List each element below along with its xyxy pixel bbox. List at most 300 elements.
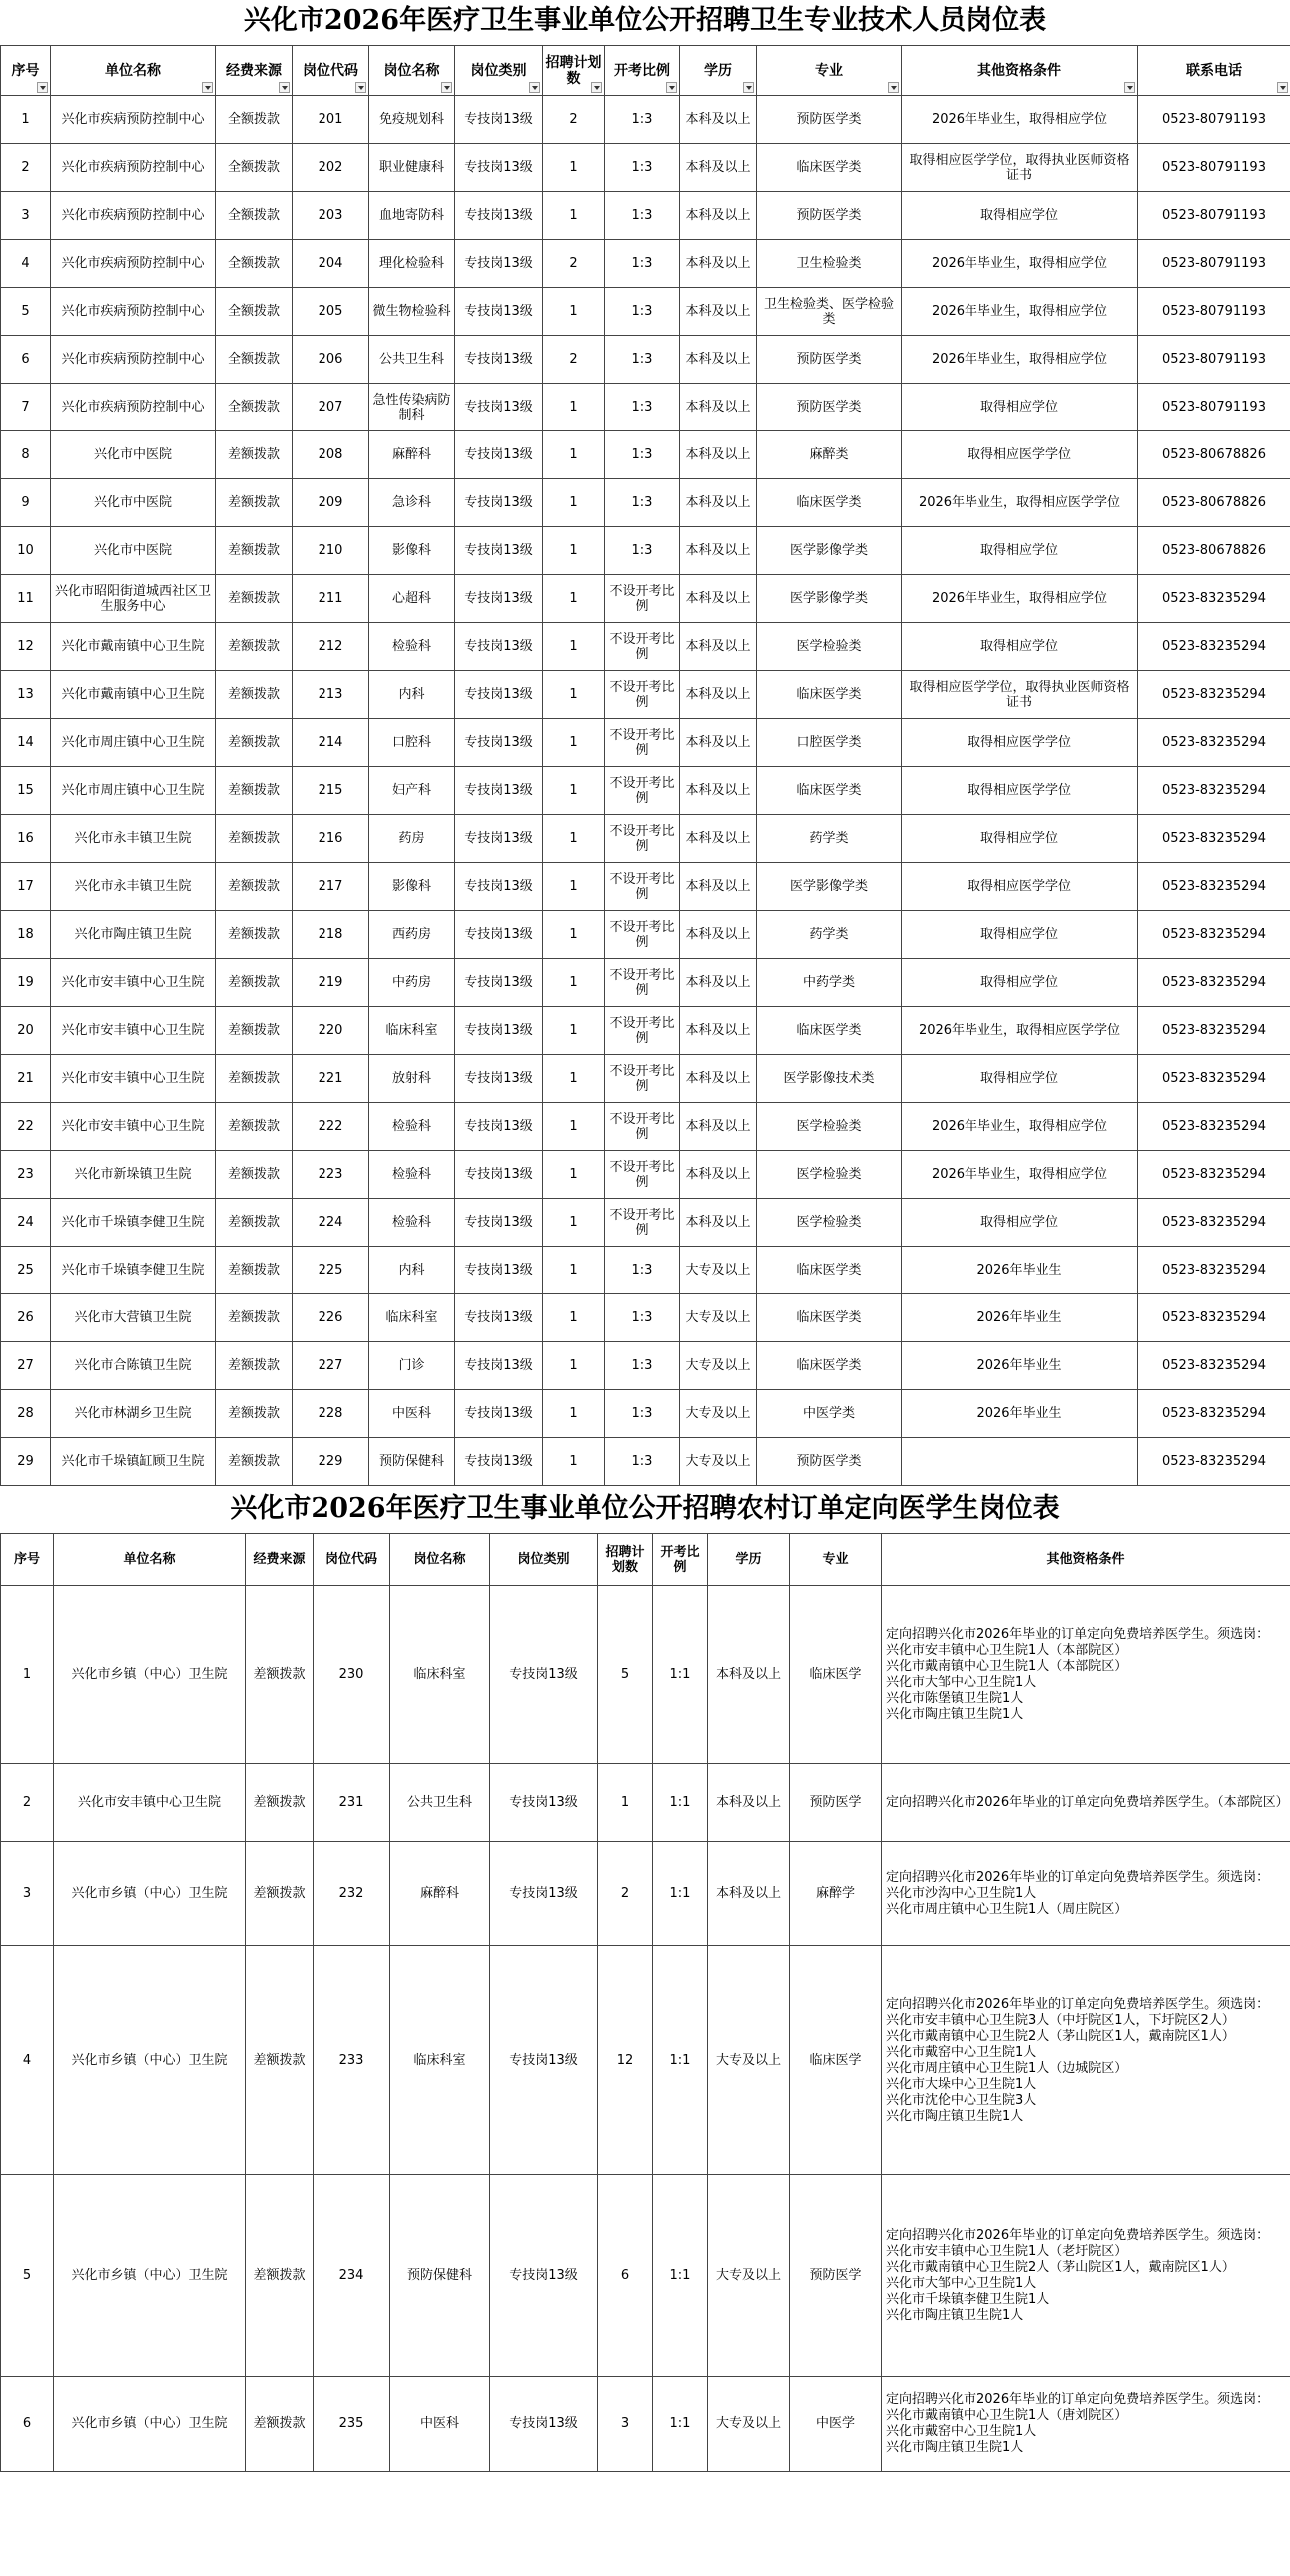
table1-cell: 本科及以上 xyxy=(680,1103,757,1151)
table1-cell: 临床医学类 xyxy=(757,767,902,815)
table1-cell: 207 xyxy=(293,384,369,431)
table2-cell: 234 xyxy=(314,2175,390,2377)
table1-cell: 本科及以上 xyxy=(680,384,757,431)
table1-row xyxy=(1,288,1290,336)
table1-row xyxy=(1,1390,1290,1438)
table1-cell: 不设开考比例 xyxy=(605,767,680,815)
table1-cell: 麻醉类 xyxy=(757,431,902,479)
table1-cell: 兴化市安丰镇中心卫生院 xyxy=(51,1055,216,1103)
filter-dropdown-icon[interactable] xyxy=(37,82,48,93)
table1-cell: 3 xyxy=(1,192,51,240)
table1-title: 兴化市2026年医疗卫生事业单位公开招聘卫生专业技术人员岗位表 xyxy=(243,5,1047,36)
table1-cell: 药学类 xyxy=(757,815,902,863)
table2-cell: 麻醉科 xyxy=(390,1842,490,1946)
table2-cell: 差额拨款 xyxy=(246,1764,314,1842)
table1-cell: 14 xyxy=(1,719,51,767)
table1-header-cell xyxy=(543,46,605,96)
table1-row xyxy=(1,767,1290,815)
table2-cell: 临床科室 xyxy=(390,1586,490,1764)
table1-cell: 医学检验类 xyxy=(757,623,902,671)
table1-row xyxy=(1,959,1290,1007)
table1-cell: 不设开考比例 xyxy=(605,959,680,1007)
table1-cell: 医学影像学类 xyxy=(757,527,902,575)
table2-cell: 大专及以上 xyxy=(708,1946,790,2175)
table1-header-cell xyxy=(293,46,369,96)
table1-cell: 1 xyxy=(543,1055,605,1103)
filter-dropdown-icon[interactable] xyxy=(666,82,677,93)
table1-cell: 204 xyxy=(293,240,369,288)
table2-cell: 差额拨款 xyxy=(246,1842,314,1946)
filter-dropdown-icon[interactable] xyxy=(355,82,366,93)
table1-cell: 6 xyxy=(1,336,51,384)
table1-cell: 医学检验类 xyxy=(757,1151,902,1199)
table2-conditions-cell: 定向招聘兴化市2026年毕业的订单定向免费培养医学生。须选岗： 兴化市戴南镇中心卫生院1人（唐刘院区） 兴化市戴窑中心卫生院1人 兴化市陶庄镇卫生院1人 xyxy=(882,2377,1290,2472)
table1-cell: 210 xyxy=(293,527,369,575)
table1-cell: 妇产科 xyxy=(369,767,455,815)
table2-cell: 4 xyxy=(1,1946,54,2175)
table1-cell: 1 xyxy=(543,767,605,815)
table1-cell: 影像科 xyxy=(369,527,455,575)
table1-cell xyxy=(902,1438,1138,1486)
table1-cell: 0523-83235294 xyxy=(1138,1151,1290,1199)
table1-row xyxy=(1,1055,1290,1103)
table1-cell: 专技岗13级 xyxy=(455,671,543,719)
filter-dropdown-icon[interactable] xyxy=(743,82,754,93)
table2-cell: 1:1 xyxy=(653,1842,708,1946)
table1-cell: 22 xyxy=(1,1103,51,1151)
table2-header-cell: 其他资格条件 xyxy=(882,1534,1290,1586)
table1-cell: 0523-80678826 xyxy=(1138,527,1290,575)
table1-cell: 209 xyxy=(293,479,369,527)
table1-cell: 本科及以上 xyxy=(680,240,757,288)
filter-dropdown-icon[interactable] xyxy=(1124,82,1135,93)
table1-cell: 2026年毕业生 xyxy=(902,1342,1138,1390)
table2-cell: 专技岗13级 xyxy=(490,1842,598,1946)
table1-cell: 0523-83235294 xyxy=(1138,1294,1290,1342)
table1-cell: 兴化市疾病预防控制中心 xyxy=(51,192,216,240)
table1-cell: 本科及以上 xyxy=(680,671,757,719)
table2-cell: 兴化市乡镇（中心）卫生院 xyxy=(54,1586,246,1764)
table1-row xyxy=(1,575,1290,623)
table1-cell: 2 xyxy=(543,240,605,288)
filter-dropdown-icon[interactable] xyxy=(888,82,899,93)
table2-cell: 兴化市安丰镇中心卫生院 xyxy=(54,1764,246,1842)
table1-cell: 差额拨款 xyxy=(216,1247,293,1294)
table1-cell: 0523-83235294 xyxy=(1138,911,1290,959)
table1-cell: 0523-83235294 xyxy=(1138,671,1290,719)
table1-cell: 1 xyxy=(543,911,605,959)
table1-cell: 19 xyxy=(1,959,51,1007)
filter-dropdown-icon[interactable] xyxy=(441,82,452,93)
table1-cell: 24 xyxy=(1,1199,51,1247)
table1-row xyxy=(1,144,1290,192)
table1-cell: 兴化市中医院 xyxy=(51,431,216,479)
table2-header-cell: 岗位类别 xyxy=(490,1534,598,1586)
table1-cell: 222 xyxy=(293,1103,369,1151)
table1-cell: 16 xyxy=(1,815,51,863)
table1-cell: 2026年毕业生，取得相应学位 xyxy=(902,575,1138,623)
table2-cell: 兴化市乡镇（中心）卫生院 xyxy=(54,2175,246,2377)
table2-header-cell: 岗位代码 xyxy=(314,1534,390,1586)
table1-cell: 本科及以上 xyxy=(680,911,757,959)
table1-header-cell xyxy=(455,46,543,96)
table1-cell: 全额拨款 xyxy=(216,288,293,336)
table1-cell: 差额拨款 xyxy=(216,479,293,527)
table1-cell: 兴化市永丰镇卫生院 xyxy=(51,815,216,863)
table1-cell: 不设开考比例 xyxy=(605,815,680,863)
table1-cell: 内科 xyxy=(369,1247,455,1294)
table1-cell: 9 xyxy=(1,479,51,527)
table2-cell: 麻醉学 xyxy=(790,1842,882,1946)
table1-cell: 差额拨款 xyxy=(216,719,293,767)
table1-cell: 2026年毕业生，取得相应学位 xyxy=(902,96,1138,144)
table1-cell: 8 xyxy=(1,431,51,479)
table1-cell: 差额拨款 xyxy=(216,575,293,623)
table1-cell: 专技岗13级 xyxy=(455,1007,543,1055)
table1-cell: 1:3 xyxy=(605,1390,680,1438)
table2-cell: 预防医学 xyxy=(790,2175,882,2377)
table1-row xyxy=(1,240,1290,288)
table2-cell: 专技岗13级 xyxy=(490,1586,598,1764)
table1-cell: 兴化市疾病预防控制中心 xyxy=(51,144,216,192)
table1-cell: 1 xyxy=(543,1438,605,1486)
table1-row xyxy=(1,1247,1290,1294)
table1-cell: 检验科 xyxy=(369,1151,455,1199)
table2-body xyxy=(1,1586,1290,2472)
table1-cell: 兴化市大营镇卫生院 xyxy=(51,1294,216,1342)
table1-row xyxy=(1,431,1290,479)
table1-cell: 临床科室 xyxy=(369,1294,455,1342)
table1-cell: 专技岗13级 xyxy=(455,1294,543,1342)
table1-header-cell xyxy=(216,46,293,96)
table1-cell: 兴化市疾病预防控制中心 xyxy=(51,240,216,288)
table1-cell: 本科及以上 xyxy=(680,336,757,384)
table1-cell: 1 xyxy=(543,1199,605,1247)
table1-row xyxy=(1,384,1290,431)
table1-cell: 11 xyxy=(1,575,51,623)
table1-cell: 2026年毕业生，取得相应学位 xyxy=(902,240,1138,288)
table2-conditions-cell: 定向招聘兴化市2026年毕业的订单定向免费培养医学生。须选岗： 兴化市安丰镇中心卫生院1人（本部院区） 兴化市戴南镇中心卫生院1人（本部院区） 兴化市大邹中心卫生院1人 兴化市陈堡镇卫生院1人 兴化市陶庄镇卫生院1人 xyxy=(882,1586,1290,1764)
table2-cell: 1:1 xyxy=(653,2175,708,2377)
table1-cell: 兴化市合陈镇卫生院 xyxy=(51,1342,216,1390)
table1-cell: 1:3 xyxy=(605,192,680,240)
table1-cell: 取得相应学位 xyxy=(902,911,1138,959)
table2-cell: 235 xyxy=(314,2377,390,2472)
table1-cell: 220 xyxy=(293,1007,369,1055)
table1-header-row xyxy=(1,46,1290,96)
table1-cell: 本科及以上 xyxy=(680,479,757,527)
filter-dropdown-icon[interactable] xyxy=(1277,82,1288,93)
table1-cell: 取得相应医学学位，取得执业医师资格证书 xyxy=(902,671,1138,719)
table1-cell: 不设开考比例 xyxy=(605,719,680,767)
table1-cell: 本科及以上 xyxy=(680,431,757,479)
table1-cell: 兴化市疾病预防控制中心 xyxy=(51,336,216,384)
table1-cell: 兴化市周庄镇中心卫生院 xyxy=(51,767,216,815)
table1-header-label: 岗位代码 xyxy=(303,62,358,79)
table1-cell: 大专及以上 xyxy=(680,1390,757,1438)
table1-cell: 不设开考比例 xyxy=(605,1055,680,1103)
table1-cell: 18 xyxy=(1,911,51,959)
table1-cell: 27 xyxy=(1,1342,51,1390)
table1-cell: 本科及以上 xyxy=(680,1007,757,1055)
table1-cell: 本科及以上 xyxy=(680,719,757,767)
table2-cell: 兴化市乡镇（中心）卫生院 xyxy=(54,1946,246,2175)
table1-cell: 专技岗13级 xyxy=(455,911,543,959)
table1-row xyxy=(1,1007,1290,1055)
table1-cell: 临床科室 xyxy=(369,1007,455,1055)
table1-row xyxy=(1,1342,1290,1390)
table1-cell: 心超科 xyxy=(369,575,455,623)
table1-cell: 本科及以上 xyxy=(680,192,757,240)
table2-cell: 预防医学 xyxy=(790,1764,882,1842)
table1-cell: 检验科 xyxy=(369,1103,455,1151)
table1-cell: 职业健康科 xyxy=(369,144,455,192)
table1-cell: 临床医学类 xyxy=(757,144,902,192)
table1-header-label: 学历 xyxy=(704,62,732,79)
table1-cell: 差额拨款 xyxy=(216,431,293,479)
table1-cell: 1 xyxy=(543,192,605,240)
table1-cell: 本科及以上 xyxy=(680,1055,757,1103)
table1-cell: 不设开考比例 xyxy=(605,1151,680,1199)
table1-row xyxy=(1,1151,1290,1199)
table2-cell: 临床科室 xyxy=(390,1946,490,2175)
filter-dropdown-icon[interactable] xyxy=(591,82,602,93)
table1-cell: 专技岗13级 xyxy=(455,527,543,575)
table1-cell: 兴化市千垛镇李健卫生院 xyxy=(51,1199,216,1247)
table2-cell: 临床医学 xyxy=(790,1586,882,1764)
table1-cell: 临床医学类 xyxy=(757,1007,902,1055)
table1-cell: 219 xyxy=(293,959,369,1007)
table2-row xyxy=(1,1586,1290,1764)
table1-cell: 专技岗13级 xyxy=(455,719,543,767)
table2-cell: 中医学 xyxy=(790,2377,882,2472)
filter-dropdown-icon[interactable] xyxy=(529,82,540,93)
table1-row xyxy=(1,1103,1290,1151)
table1-cell: 1 xyxy=(543,1007,605,1055)
table1-header-cell xyxy=(902,46,1138,96)
table1-cell: 取得相应学位 xyxy=(902,1199,1138,1247)
table1-cell: 放射科 xyxy=(369,1055,455,1103)
table1-cell: 麻醉科 xyxy=(369,431,455,479)
table1-cell: 不设开考比例 xyxy=(605,671,680,719)
table1-cell: 兴化市陶庄镇卫生院 xyxy=(51,911,216,959)
table1-header-cell xyxy=(605,46,680,96)
table1-cell: 221 xyxy=(293,1055,369,1103)
table2-row xyxy=(1,1842,1290,1946)
table1-cell: 224 xyxy=(293,1199,369,1247)
table1-cell: 1 xyxy=(543,575,605,623)
table1-row xyxy=(1,479,1290,527)
table1-header-cell xyxy=(680,46,757,96)
table2-cell: 6 xyxy=(1,2377,54,2472)
table1-cell: 10 xyxy=(1,527,51,575)
table1-cell: 1:3 xyxy=(605,288,680,336)
table2-cell: 本科及以上 xyxy=(708,1842,790,1946)
table1-cell: 差额拨款 xyxy=(216,959,293,1007)
table1-cell: 29 xyxy=(1,1438,51,1486)
table1-cell: 临床医学类 xyxy=(757,671,902,719)
table1-row xyxy=(1,815,1290,863)
table1-row xyxy=(1,1438,1290,1486)
table1-cell: 兴化市中医院 xyxy=(51,479,216,527)
table1-cell: 2026年毕业生 xyxy=(902,1294,1138,1342)
table1-cell: 大专及以上 xyxy=(680,1342,757,1390)
table1-cell: 0523-83235294 xyxy=(1138,575,1290,623)
table1-cell: 不设开考比例 xyxy=(605,1103,680,1151)
table1-cell: 专技岗13级 xyxy=(455,431,543,479)
table1-cell: 0523-80678826 xyxy=(1138,431,1290,479)
table1-cell: 兴化市林湖乡卫生院 xyxy=(51,1390,216,1438)
table1-cell: 213 xyxy=(293,671,369,719)
table1-cell: 0523-83235294 xyxy=(1138,1390,1290,1438)
table1-header-label: 招聘计划数 xyxy=(545,54,602,87)
table1-cell: 0523-80791193 xyxy=(1138,288,1290,336)
table1-header-label: 岗位类别 xyxy=(470,62,527,79)
table1-header-cell xyxy=(1138,46,1290,96)
table2-cell: 差额拨款 xyxy=(246,2377,314,2472)
table1-cell: 差额拨款 xyxy=(216,1199,293,1247)
table1-cell: 1:3 xyxy=(605,1342,680,1390)
table1-cell: 专技岗13级 xyxy=(455,767,543,815)
table1-cell: 药房 xyxy=(369,815,455,863)
table1-cell: 全额拨款 xyxy=(216,96,293,144)
table2-cell: 专技岗13级 xyxy=(490,1764,598,1842)
table1-cell: 217 xyxy=(293,863,369,911)
table1-cell: 1:3 xyxy=(605,96,680,144)
table1-cell: 不设开考比例 xyxy=(605,623,680,671)
table2-cell: 230 xyxy=(314,1586,390,1764)
table1-cell: 本科及以上 xyxy=(680,1199,757,1247)
table1-cell: 1 xyxy=(543,959,605,1007)
table1-cell: 兴化市周庄镇中心卫生院 xyxy=(51,719,216,767)
table1-cell: 本科及以上 xyxy=(680,623,757,671)
table2-header-cell: 单位名称 xyxy=(54,1534,246,1586)
table2-header-cell: 经费来源 xyxy=(246,1534,314,1586)
filter-dropdown-icon[interactable] xyxy=(202,82,213,93)
table1-cell: 1 xyxy=(543,1390,605,1438)
table2-header-cell: 学历 xyxy=(708,1534,790,1586)
table1-cell: 差额拨款 xyxy=(216,1438,293,1486)
table1-cell: 1:3 xyxy=(605,336,680,384)
table2-cell: 差额拨款 xyxy=(246,2175,314,2377)
table1-cell: 中药学类 xyxy=(757,959,902,1007)
table1-cell: 专技岗13级 xyxy=(455,144,543,192)
table1-cell: 取得相应学位 xyxy=(902,527,1138,575)
table1-cell: 取得相应学位 xyxy=(902,959,1138,1007)
table2-header-row xyxy=(1,1534,1290,1586)
table2-cell: 临床医学 xyxy=(790,1946,882,2175)
table1-cell: 取得相应学位 xyxy=(902,815,1138,863)
table1-cell: 急性传染病防制科 xyxy=(369,384,455,431)
table1-cell: 1 xyxy=(543,1103,605,1151)
table2-header-cell: 开考比例 xyxy=(653,1534,708,1586)
table1-cell: 兴化市中医院 xyxy=(51,527,216,575)
table1-cell: 12 xyxy=(1,623,51,671)
table1-cell: 不设开考比例 xyxy=(605,1007,680,1055)
table1-cell: 卫生检验类、医学检验类 xyxy=(757,288,902,336)
table2-cell: 233 xyxy=(314,1946,390,2175)
table1-cell: 专技岗13级 xyxy=(455,815,543,863)
table2-cell: 5 xyxy=(598,1586,653,1764)
table1-cell: 0523-80791193 xyxy=(1138,384,1290,431)
table1-cell: 卫生检验类 xyxy=(757,240,902,288)
table1-cell: 203 xyxy=(293,192,369,240)
table1-cell: 0523-83235294 xyxy=(1138,959,1290,1007)
table1-cell: 1 xyxy=(1,96,51,144)
table1-header-label: 经费来源 xyxy=(226,62,282,79)
table1-row xyxy=(1,527,1290,575)
table2-cell: 231 xyxy=(314,1764,390,1842)
table1-cell: 专技岗13级 xyxy=(455,1055,543,1103)
table2-cell: 12 xyxy=(598,1946,653,2175)
table1-cell: 医学影像技术类 xyxy=(757,1055,902,1103)
table1-row xyxy=(1,671,1290,719)
table2-row xyxy=(1,1946,1290,2175)
table1-cell: 预防医学类 xyxy=(757,96,902,144)
table1-cell: 血地寄防科 xyxy=(369,192,455,240)
table2-header-cell: 序号 xyxy=(1,1534,54,1586)
table1-cell: 口腔科 xyxy=(369,719,455,767)
table1-cell: 本科及以上 xyxy=(680,144,757,192)
table1-cell: 中药房 xyxy=(369,959,455,1007)
table1-cell: 影像科 xyxy=(369,863,455,911)
table2-cell: 2 xyxy=(1,1764,54,1842)
table2-conditions-cell: 定向招聘兴化市2026年毕业的订单定向免费培养医学生。须选岗： 兴化市安丰镇中心卫生院3人（中圩院区1人，下圩院区2人） 兴化市戴南镇中心卫生院2人（茅山院区1人，戴南院区1人） 兴化市戴窑中心卫生院1人 兴化市周庄镇中心卫生院1人（边城院区） 兴化市大垛中心卫生院1人 兴化市沈伦中心卫生院3人 兴化市陶庄镇卫生院1人 xyxy=(882,1946,1290,2175)
table1-cell: 1 xyxy=(543,1342,605,1390)
table1-cell: 全额拨款 xyxy=(216,384,293,431)
table1-cell: 0523-80791193 xyxy=(1138,96,1290,144)
table1-cell: 专技岗13级 xyxy=(455,479,543,527)
table1-cell: 微生物检验科 xyxy=(369,288,455,336)
table1-cell: 不设开考比例 xyxy=(605,911,680,959)
table2-cell: 本科及以上 xyxy=(708,1764,790,1842)
table1-cell: 0523-83235294 xyxy=(1138,1438,1290,1486)
table1-cell: 2026年毕业生 xyxy=(902,1390,1138,1438)
table1-cell: 5 xyxy=(1,288,51,336)
table1-cell: 专技岗13级 xyxy=(455,1103,543,1151)
table1-cell: 急诊科 xyxy=(369,479,455,527)
table1-cell: 预防医学类 xyxy=(757,1438,902,1486)
table1-cell: 0523-83235294 xyxy=(1138,1199,1290,1247)
table1-cell: 228 xyxy=(293,1390,369,1438)
table1-cell: 1 xyxy=(543,1247,605,1294)
table1-cell: 大专及以上 xyxy=(680,1247,757,1294)
table1-cell: 门诊 xyxy=(369,1342,455,1390)
table1-header-label: 联系电话 xyxy=(1186,62,1242,79)
table1-cell: 1 xyxy=(543,863,605,911)
table1 xyxy=(0,45,1290,1486)
table1-cell: 兴化市安丰镇中心卫生院 xyxy=(51,1007,216,1055)
table1-cell: 1:3 xyxy=(605,240,680,288)
table2-cell: 大专及以上 xyxy=(708,2175,790,2377)
table1-cell: 兴化市永丰镇卫生院 xyxy=(51,863,216,911)
table1-cell: 取得相应学位 xyxy=(902,384,1138,431)
filter-dropdown-icon[interactable] xyxy=(279,82,290,93)
table1-cell: 0523-80791193 xyxy=(1138,336,1290,384)
table1-cell: 取得相应学位 xyxy=(902,1055,1138,1103)
table1-header-label: 开考比例 xyxy=(614,62,670,79)
table1-cell: 兴化市疾病预防控制中心 xyxy=(51,96,216,144)
table1-row xyxy=(1,863,1290,911)
table1-cell: 专技岗13级 xyxy=(455,336,543,384)
table1-row xyxy=(1,911,1290,959)
table1-cell: 专技岗13级 xyxy=(455,1247,543,1294)
table1-cell: 0523-83235294 xyxy=(1138,1247,1290,1294)
table1-cell: 1:3 xyxy=(605,1247,680,1294)
table2-cell: 专技岗13级 xyxy=(490,2377,598,2472)
table1-cell: 公共卫生科 xyxy=(369,336,455,384)
table1-cell: 免疫规划科 xyxy=(369,96,455,144)
